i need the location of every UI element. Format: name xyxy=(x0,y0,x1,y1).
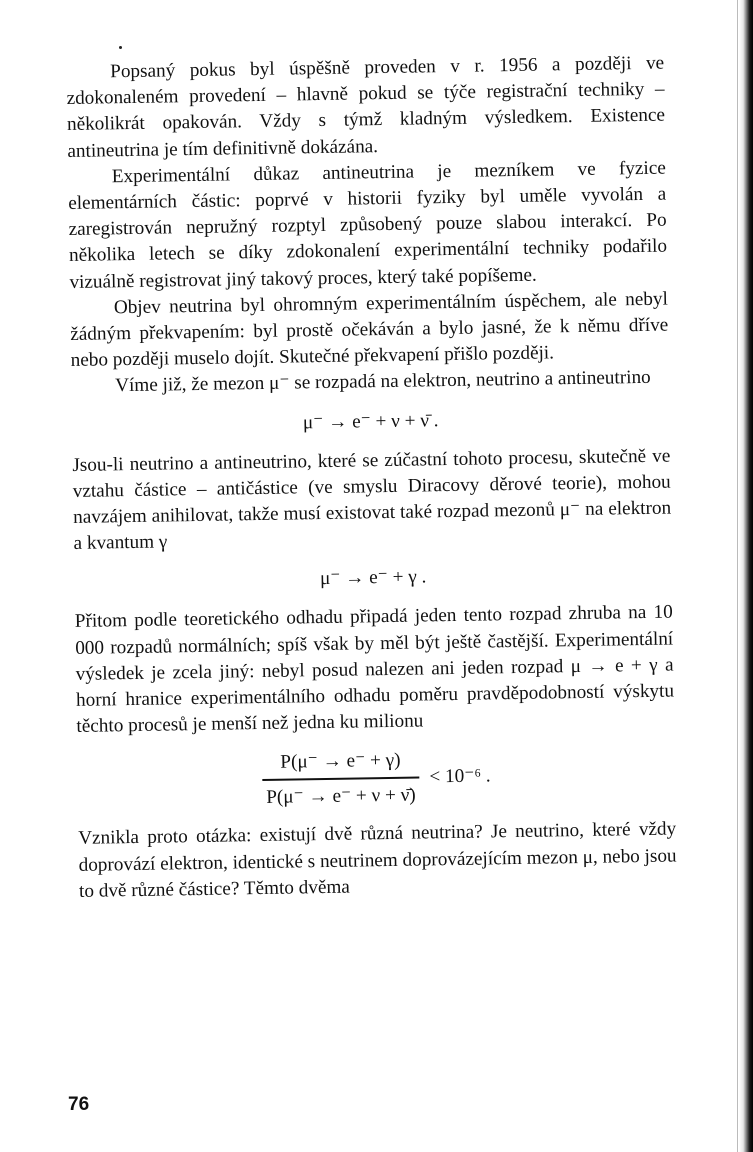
paragraph-7: Vznikla proto otázka: existují dvě různá neutrina? Je neutrino, které vždy doprovází elektron, identické s neutrinem doprovázejícím mezon μ, nebo jsou to dvě různé částice? Těmto dvěma xyxy=(78,818,677,902)
page-number: 76 xyxy=(68,1094,90,1115)
equation-muon-decay: μ⁻ → e⁻ + ν + ν̄ . xyxy=(302,409,439,433)
paragraph-6: Přitom podle teoretického odhadu připadá jeden tento rozpad zhruba na 10 000 rozpadů normálních; spíš však by měl být ještě častější. Experimentální výsledek je zcela jiný: nebyl posud nalezen ani jeden rozpad μ → e + γ a horní hranice experimentálního odhadu poměru pravděpodobností výskytu těchto procesů je menší než jedna ku milionu xyxy=(74,601,675,738)
paragraph-5: Jsou-li neutrino a antineutrino, které se zúčastní tohoto procesu, skutečně ve vztahu částice – antičástice (ve smyslu Diracovy děrové teorie), mohou navzájem anihilovat, takže musí existovat také rozpad mezonů μ⁻ na elektron a kvantum γ xyxy=(72,445,672,555)
paragraph-3: Objev neutrina byl ohromným experimentálním úspěchem, ale nebyl žádným překvapením: byl prostě očekáván a bylo jasné, že k němu dříve nebo později muselo dojít. Skutečné překvapení přišlo později. xyxy=(70,288,669,372)
fraction-numerator: P(μ⁻ → e⁻ + γ) xyxy=(280,750,401,774)
speck-mark xyxy=(119,46,122,49)
paragraph-2: Experimentální důkaz antineutrina je mezníkem ve fyzice elementárních částic: poprvé v historii fyziky byl uměle vyvolán a zaregistrován nepružný rozptyl způsobený pouze slabou interakcí. Po několika letech se díky zdokonalení experimentální techniky podařilo vizuálně registrovat jiný takový proces, který také popíšeme. xyxy=(68,157,668,293)
page-edge-line xyxy=(737,0,738,1152)
paragraph-4: Víme již, že mezon μ⁻ se rozpadá na elektron, neutrino a antineutrino xyxy=(114,367,651,397)
equation-muon-gamma: μ⁻ → e⁻ + γ . xyxy=(319,566,427,590)
ratio-bound: < 10⁻⁶ . xyxy=(429,765,491,788)
fraction-bar xyxy=(262,777,419,781)
equation-ratio xyxy=(77,731,676,826)
fraction xyxy=(262,748,420,811)
fraction-denominator: P(μ⁻ → e⁻ + ν + ν̄) xyxy=(266,784,416,808)
page-edge-shadow xyxy=(739,0,753,1152)
paragraph-1: Popsaný pokus byl úspěšně proveden v r. 1956 a později ve zdokonaleném provedení – hlavně pokud se týče registrační techniky – několikrát opakován. Vždy s týmž kladným výsledkem. Existence antineutrina je tím definitivně dokázána. xyxy=(66,52,666,162)
body-text xyxy=(66,51,677,905)
